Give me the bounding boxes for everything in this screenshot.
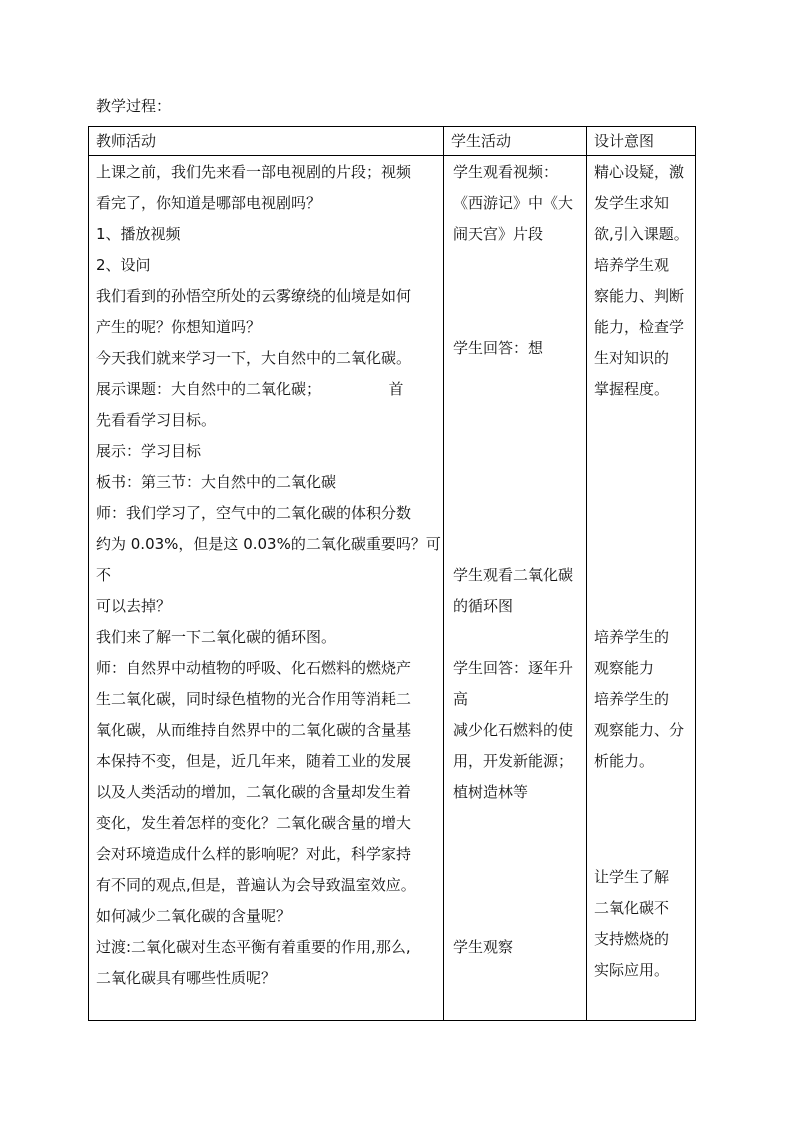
student-line: 减少化石燃料的使 <box>453 721 574 739</box>
design-line: 培养学生的 <box>594 690 670 708</box>
teacher-line: 本保持不变，但是，近几年来，随着工业的发展 <box>96 752 412 770</box>
teacher-line: 师：自然界中动植物的呼吸、化石燃料的燃烧产 <box>96 659 412 677</box>
design-line: 观察能力 <box>594 659 655 677</box>
design-line: 析能力。 <box>594 752 655 770</box>
teacher-line: 氧化碳，从而维持自然界中的二氧化碳的含量基 <box>96 721 412 739</box>
design-line: 生对知识的 <box>594 349 670 367</box>
design-line: 支持燃烧的 <box>594 930 670 948</box>
design-line: 发学生求知 <box>594 194 670 212</box>
teacher-line: 1、播放视频 <box>96 225 181 243</box>
student-line: 学生观看二氧化碳 <box>453 566 574 584</box>
teacher-line: 可以去掉？ <box>96 597 172 615</box>
student-line: 《西游记》中《大 <box>453 194 574 212</box>
student-line: 学生观看视频： <box>453 163 559 181</box>
student-line: 闹天宫》片段 <box>453 225 544 243</box>
header-label: 学生活动 <box>451 132 512 150</box>
header-teacher-activity <box>89 127 444 156</box>
teacher-line: 有不同的观点,但是，普遍认为会导致温室效应。 <box>96 876 416 894</box>
teacher-line: 上课之前，我们先来看一部电视剧的片段；视频 <box>96 163 412 181</box>
teacher-line: 先看看学习目标。 <box>96 411 217 429</box>
design-line: 察能力、判断 <box>594 287 685 305</box>
teacher-line: 2、设问 <box>96 256 151 274</box>
teacher-line: 如何减少二氧化碳的含量呢？ <box>96 907 292 925</box>
teaching-process-table <box>88 126 696 1021</box>
teacher-line: 会对环境造成什么样的影响呢？对此，科学家持 <box>96 845 412 863</box>
teacher-line: 生二氧化碳，同时绿色植物的光合作用等消耗二 <box>96 690 412 708</box>
design-line: 掌握程度。 <box>594 380 670 398</box>
teacher-line: 过渡:二氧化碳对生态平衡有着重要的作用,那么, <box>96 938 411 956</box>
header-design-intent <box>587 127 696 156</box>
student-line: 的循环图 <box>453 597 514 615</box>
teacher-line: 二氧化碳具有哪些性质呢？ <box>96 969 277 987</box>
student-line: 学生回答：逐年升 <box>453 659 574 677</box>
teacher-line: 展示课题：大自然中的二氧化碳； 首 <box>96 380 404 398</box>
design-line: 培养学生的 <box>594 628 670 646</box>
section-heading: 教学过程： <box>96 97 172 115</box>
design-line: 精心设疑，激 <box>594 163 685 181</box>
teacher-line: 约为 0.03%，但是这 0.03%的二氧化碳重要吗？可 <box>96 535 441 553</box>
student-line: 用，开发新能源； <box>453 752 574 770</box>
student-line: 学生观察 <box>453 938 514 956</box>
design-line: 欲,引入课题。 <box>594 225 689 243</box>
teacher-line: 以及人类活动的增加，二氧化碳的含量却发生着 <box>96 783 412 801</box>
design-line: 观察能力、分 <box>594 721 685 739</box>
student-line: 植树造林等 <box>453 783 529 801</box>
design-line: 二氧化碳不 <box>594 899 670 917</box>
teacher-line: 今天我们就来学习一下，大自然中的二氧化碳。 <box>96 349 412 367</box>
teacher-line: 看完了，你知道是哪部电视剧吗？ <box>96 194 322 212</box>
design-line: 让学生了解 <box>594 868 670 886</box>
header-student-activity <box>444 127 587 156</box>
design-intent-cell <box>587 156 696 1021</box>
teacher-line: 产生的呢？你想知道吗？ <box>96 318 262 336</box>
header-label: 设计意图 <box>594 132 655 150</box>
teacher-line: 我们来了解一下二氧化碳的循环图。 <box>96 628 337 646</box>
teacher-activity-cell <box>89 156 444 1021</box>
design-line: 培养学生观 <box>594 256 670 274</box>
student-line: 学生回答：想 <box>453 339 544 357</box>
student-line: 高 <box>453 690 469 708</box>
teacher-line: 我们看到的孙悟空所处的云雾缭绕的仙境是如何 <box>96 287 412 305</box>
teacher-line: 不 <box>96 566 112 584</box>
header-label: 教师活动 <box>96 132 157 150</box>
teacher-line: 板书：第三节：大自然中的二氧化碳 <box>96 473 337 491</box>
student-activity-cell <box>444 156 587 1021</box>
teacher-line: 变化，发生着怎样的变化？二氧化碳含量的增大 <box>96 814 412 832</box>
teacher-line: 展示：学习目标 <box>96 442 202 460</box>
table-header-row <box>89 127 696 156</box>
design-line: 实际应用。 <box>594 961 670 979</box>
teacher-line: 师：我们学习了，空气中的二氧化碳的体积分数 <box>96 504 412 522</box>
design-line: 能力，检查学 <box>594 318 685 336</box>
table-body-row <box>89 156 696 1021</box>
